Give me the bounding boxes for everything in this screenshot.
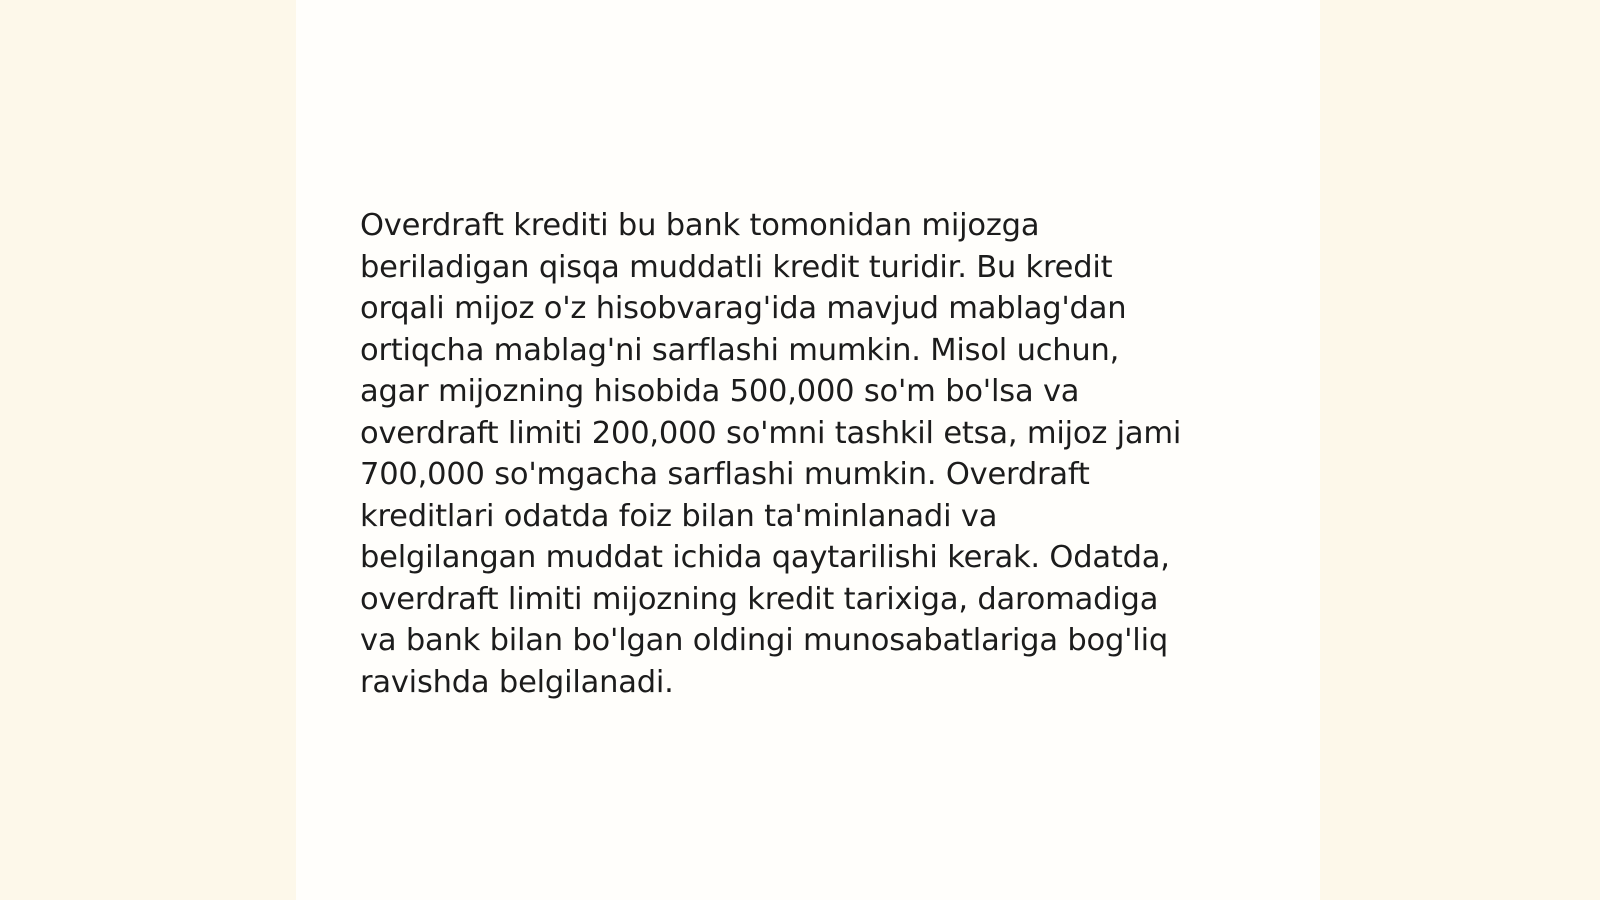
body-paragraph: Overdraft krediti bu bank tomonidan mijozga beriladigan qisqa muddatli kredit turidir. Bu kredit orqali mijoz o'z hisobvarag'ida mavjud mablag'dan ortiqcha mablag'ni sarflashi mumkin. Misol uchun, agar mijozning hisobida 500,000 so'm bo'lsa va overdraft limiti 200,000 so'mni tashkil etsa, mijoz jami 700,000 so'mgacha sarflashi mumkin. Overdraft kreditlari odatda foiz bilan ta'minlanadi va belgilangan muddat ichida qaytarilishi kerak. Odatda, overdraft limiti mijozning kredit tarixiga, daromadiga va bank bilan bo'lgan oldingi munosabatlariga bog'liq ravishda belgilanadi. <box>360 208 1182 700</box>
right-margin-panel <box>1304 0 1600 900</box>
document-page <box>296 0 1320 900</box>
left-margin-panel <box>0 0 296 900</box>
